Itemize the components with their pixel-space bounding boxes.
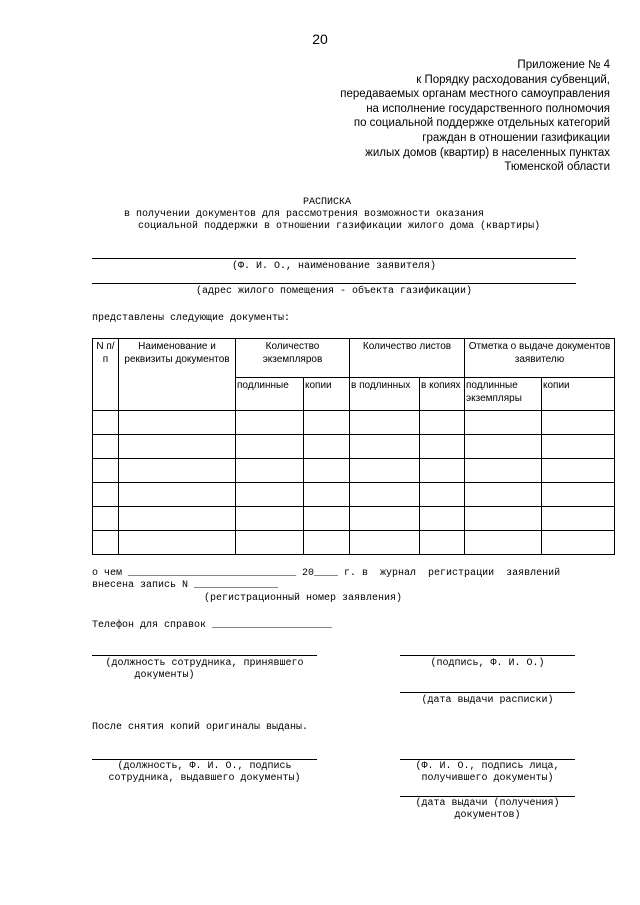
table-cell[interactable] xyxy=(350,507,420,531)
documents-intro: представлены следующие документы: xyxy=(92,313,291,324)
issuer-caption-line-2: сотрудника, выдавшего документы) xyxy=(108,773,301,784)
table-cell[interactable] xyxy=(119,483,236,507)
table-row xyxy=(93,483,615,507)
receipt-subtitle-line-1: в получении документов для рассмотрения возможности оказания xyxy=(124,209,485,220)
header-issue-mark: Отметка о выдаче документов заявителю xyxy=(465,339,615,378)
table-row xyxy=(93,411,615,435)
table-cell[interactable] xyxy=(304,531,350,555)
table-cell[interactable] xyxy=(420,435,465,459)
table-cell[interactable] xyxy=(465,459,542,483)
table-cell[interactable] xyxy=(350,459,420,483)
page-number: 20 xyxy=(312,31,328,47)
receipt-subtitle-line-2: социальной поддержки в отношении газификации жилого дома (квартиры) xyxy=(138,221,541,232)
issuer-caption-line-1: (должность, Ф. И. О., подпись xyxy=(117,761,292,772)
appendix-header xyxy=(340,58,610,175)
table-cell[interactable] xyxy=(542,435,615,459)
address-line[interactable] xyxy=(92,283,576,284)
table-cell[interactable] xyxy=(420,483,465,507)
receiver-line[interactable] xyxy=(400,759,575,760)
receipt-date-line[interactable] xyxy=(400,692,575,693)
receiver-caption-line-1: (Ф. И. О., подпись лица, xyxy=(415,761,560,772)
table-cell[interactable] xyxy=(350,411,420,435)
table-cell[interactable] xyxy=(93,435,119,459)
table-row xyxy=(93,507,615,531)
table-cell[interactable] xyxy=(304,507,350,531)
receiver-caption-line-2: получившего документы) xyxy=(421,773,554,784)
table-cell[interactable] xyxy=(420,411,465,435)
applicant-line[interactable] xyxy=(92,258,576,259)
table-cell[interactable] xyxy=(236,435,304,459)
header-sheets-count: Количество листов xyxy=(350,339,465,378)
table-cell[interactable] xyxy=(93,507,119,531)
employee-caption-line-2: документы) xyxy=(134,670,195,681)
subheader-copies: копии xyxy=(304,378,350,411)
subheader-original-copies: подлинные экземпляры xyxy=(465,378,542,411)
appendix-line: на исполнение государственного полномочия xyxy=(366,102,610,115)
subheader-in-originals: в подлинных xyxy=(350,378,420,411)
receipt-title: РАСПИСКА xyxy=(303,197,352,208)
table-cell[interactable] xyxy=(542,531,615,555)
table-cell[interactable] xyxy=(465,531,542,555)
table-cell[interactable] xyxy=(465,483,542,507)
appendix-line: граждан в отношении газификации xyxy=(422,131,610,144)
table-cell[interactable] xyxy=(304,483,350,507)
table-cell[interactable] xyxy=(465,435,542,459)
table-cell[interactable] xyxy=(93,483,119,507)
table-cell[interactable] xyxy=(93,459,119,483)
issue-date-line[interactable] xyxy=(400,796,575,797)
about-line: о чем ____________________________ 20____ г. в журнал регистрации заявлений xyxy=(92,568,561,579)
appendix-line: передаваемых органам местного самоуправления xyxy=(340,88,610,101)
table-cell[interactable] xyxy=(236,459,304,483)
applicant-caption: (Ф. И. О., наименование заявителя) xyxy=(231,261,437,272)
table-cell[interactable] xyxy=(350,435,420,459)
issue-date-caption-line-2: документов) xyxy=(454,810,521,821)
table-cell[interactable] xyxy=(420,459,465,483)
issue-date-caption-line-1: (дата выдачи (получения) xyxy=(415,798,560,809)
table-cell[interactable] xyxy=(420,531,465,555)
originals-returned-text: После снятия копий оригиналы выданы. xyxy=(92,722,309,733)
appendix-line: Приложение № 4 xyxy=(517,59,610,71)
subheader-issue-copies: копии xyxy=(542,378,615,411)
subheader-in-copies: в копиях xyxy=(420,378,465,411)
table-cell[interactable] xyxy=(304,435,350,459)
receipt-date-caption: (дата выдачи расписки) xyxy=(421,695,554,706)
header-number: N п/п xyxy=(93,339,119,411)
table-cell[interactable] xyxy=(93,531,119,555)
documents-table xyxy=(92,338,615,555)
record-line: внесена запись N ______________ xyxy=(92,580,279,591)
table-cell[interactable] xyxy=(119,531,236,555)
signature-line[interactable] xyxy=(400,655,575,656)
table-cell[interactable] xyxy=(119,435,236,459)
registration-caption: (регистрационный номер заявления) xyxy=(204,593,403,604)
table-cell[interactable] xyxy=(119,507,236,531)
table-cell[interactable] xyxy=(350,531,420,555)
appendix-line: Тюменской области xyxy=(504,161,610,174)
subheader-originals: подлинные xyxy=(236,378,304,411)
table-cell[interactable] xyxy=(119,459,236,483)
table-cell[interactable] xyxy=(465,411,542,435)
table-cell[interactable] xyxy=(236,531,304,555)
table-cell[interactable] xyxy=(542,507,615,531)
address-caption: (адрес жилого помещения - объекта газификации) xyxy=(195,286,473,297)
phone-label: Телефон для справок ____________________ xyxy=(92,620,333,631)
table-cell[interactable] xyxy=(119,411,236,435)
table-cell[interactable] xyxy=(542,411,615,435)
table-cell[interactable] xyxy=(465,507,542,531)
table-cell[interactable] xyxy=(350,483,420,507)
table-cell[interactable] xyxy=(542,459,615,483)
table-cell[interactable] xyxy=(304,459,350,483)
table-row xyxy=(93,531,615,555)
signature-caption: (подпись, Ф. И. О.) xyxy=(430,658,545,669)
table-cell[interactable] xyxy=(304,411,350,435)
table-row xyxy=(93,459,615,483)
employee-caption-line-1: (должность сотрудника, принявшего xyxy=(105,658,304,669)
table-cell[interactable] xyxy=(93,411,119,435)
table-cell[interactable] xyxy=(236,507,304,531)
appendix-line: по социальной поддержке отдельных категорий xyxy=(353,117,610,130)
issuer-line[interactable] xyxy=(92,759,317,760)
table-cell[interactable] xyxy=(420,507,465,531)
table-header-row xyxy=(93,339,615,378)
employee-line[interactable] xyxy=(92,655,317,656)
table-cell[interactable] xyxy=(542,483,615,507)
table-cell[interactable] xyxy=(236,411,304,435)
appendix-line: к Порядку расходования субвенций, xyxy=(416,73,610,86)
appendix-line: жилых домов (квартир) в населенных пунктах xyxy=(365,146,610,159)
header-document-name: Наименование и реквизиты документов xyxy=(119,339,236,411)
table-cell[interactable] xyxy=(236,483,304,507)
table-row xyxy=(93,435,615,459)
header-copies-count: Количество экземпляров xyxy=(236,339,350,378)
